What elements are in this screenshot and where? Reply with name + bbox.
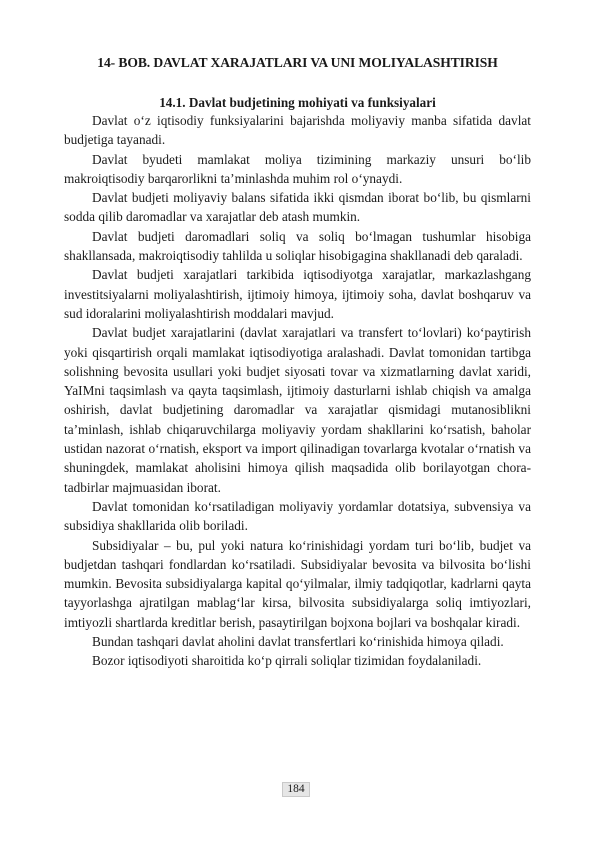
section-title: 14.1. Davlat budjetining mohiyati va funksiyalari: [159, 95, 436, 110]
paragraph: Subsidiyalar – bu, pul yoki natura ko‘rinishidagi yordam turi bo‘lib, budjet va budjetdan tashqari fondlardan ko‘rsatiladi. Subsidiyalar bevosita va bilvosita bo‘lishi mumkin. Bevosita subsidiyalarga kapital qo‘yilmalar, ilmiy tadqiqotlar, kadrlarni qayta tayyorlashga ajratilgan mablag‘lar kirsa, bilvosita subsidiyalarga soliq imtiyozlari, imtiyozli shartlarda kreditlar berish, pasaytirilgan bojxona bojlari va boshqalar kiradi.: [64, 537, 531, 630]
paragraph: Bozor iqtisodiyoti sharoitida ko‘p qirrali soliqlar tizimidan foydalaniladi.: [92, 653, 482, 669]
paragraph: Davlat budjeti moliyaviy balans sifatida ikki qismdan iborat bo‘lib, bu qismlarni sodda qilib daromadlar va xarajatlar deb atash mumkin.: [64, 190, 531, 225]
paragraph: Davlat budjeti daromadlari soliq va soliq bo‘lmagan tushumlar hisobiga shakllansada, makroiqtisodiy tahlilda u soliqlar hisobigagina shakllanadi deb qaraladi.: [64, 228, 531, 264]
paragraph: Bundan tashqari davlat aholini davlat transfertlari ko‘rinishida himoya qiladi.: [92, 634, 504, 650]
paragraph: Davlat budjet xarajatlarini (davlat xarajatlari va transfert to‘lovlari) ko‘paytirish yoki qisqartirish orqali mamlakat iqtisodiyotiga aralashadi. Davlat tomonidan tartibga solishning bevosita usullari yoki budjet siyosati tovar va xizmatlarning davlat xaridi, YaIMni taqsimlash va qayta taqsimlash, ijtimoiy dasturlarni ishlab chiqish va amalga oshirish, davlat budjetining daromadlar va xarajatlar qismidagi mutanosiblikni ta’minlash, ishlab chiqaruvchilarga moliyaviy yordam shakllarini ko‘rsatish, baholar ustidan nazorat o‘rnatish, eksport va import qilinadigan tovarlarga kvotalar o‘rnatish va shuningdek, mamlakat aholisini himoya qilish maqsadida olib borilayotgan chora-tadbirlar majmuasidan iborat.: [64, 325, 531, 495]
body-text: [64, 111, 531, 671]
paragraph: Davlat o‘z iqtisodiy funksiyalarini bajarishda moliyaviy manba sifatida davlat budjetiga tayanadi.: [64, 113, 531, 148]
page-number: 184: [282, 782, 310, 797]
paragraph: Davlat byudeti mamlakat moliya tizimining markaziy unsuri bo‘lib makroiqtisodiy barqarorlikni ta’minlashda muhim rol o‘ynaydi.: [64, 151, 531, 186]
paragraph: Davlat budjeti xarajatlari tarkibida iqtisodiyotga xarajatlar, markazlashgang investitsiyalarni moliyalashtirish, ijtimoiy himoya, ijtimoiy soha, davlat boshqaruv va sud idoralarini moliyalashtirish moddalari mavjud.: [64, 267, 531, 321]
chapter-title: 14- BOB. DAVLAT XARAJATLARI VA UNI MOLIYALASHTIRISH: [97, 55, 498, 70]
paragraph: Davlat tomonidan ko‘rsatiladigan moliyaviy yordamlar dotatsiya, subvensiya va subsidiya shakllarida olib boriladi.: [64, 498, 531, 534]
